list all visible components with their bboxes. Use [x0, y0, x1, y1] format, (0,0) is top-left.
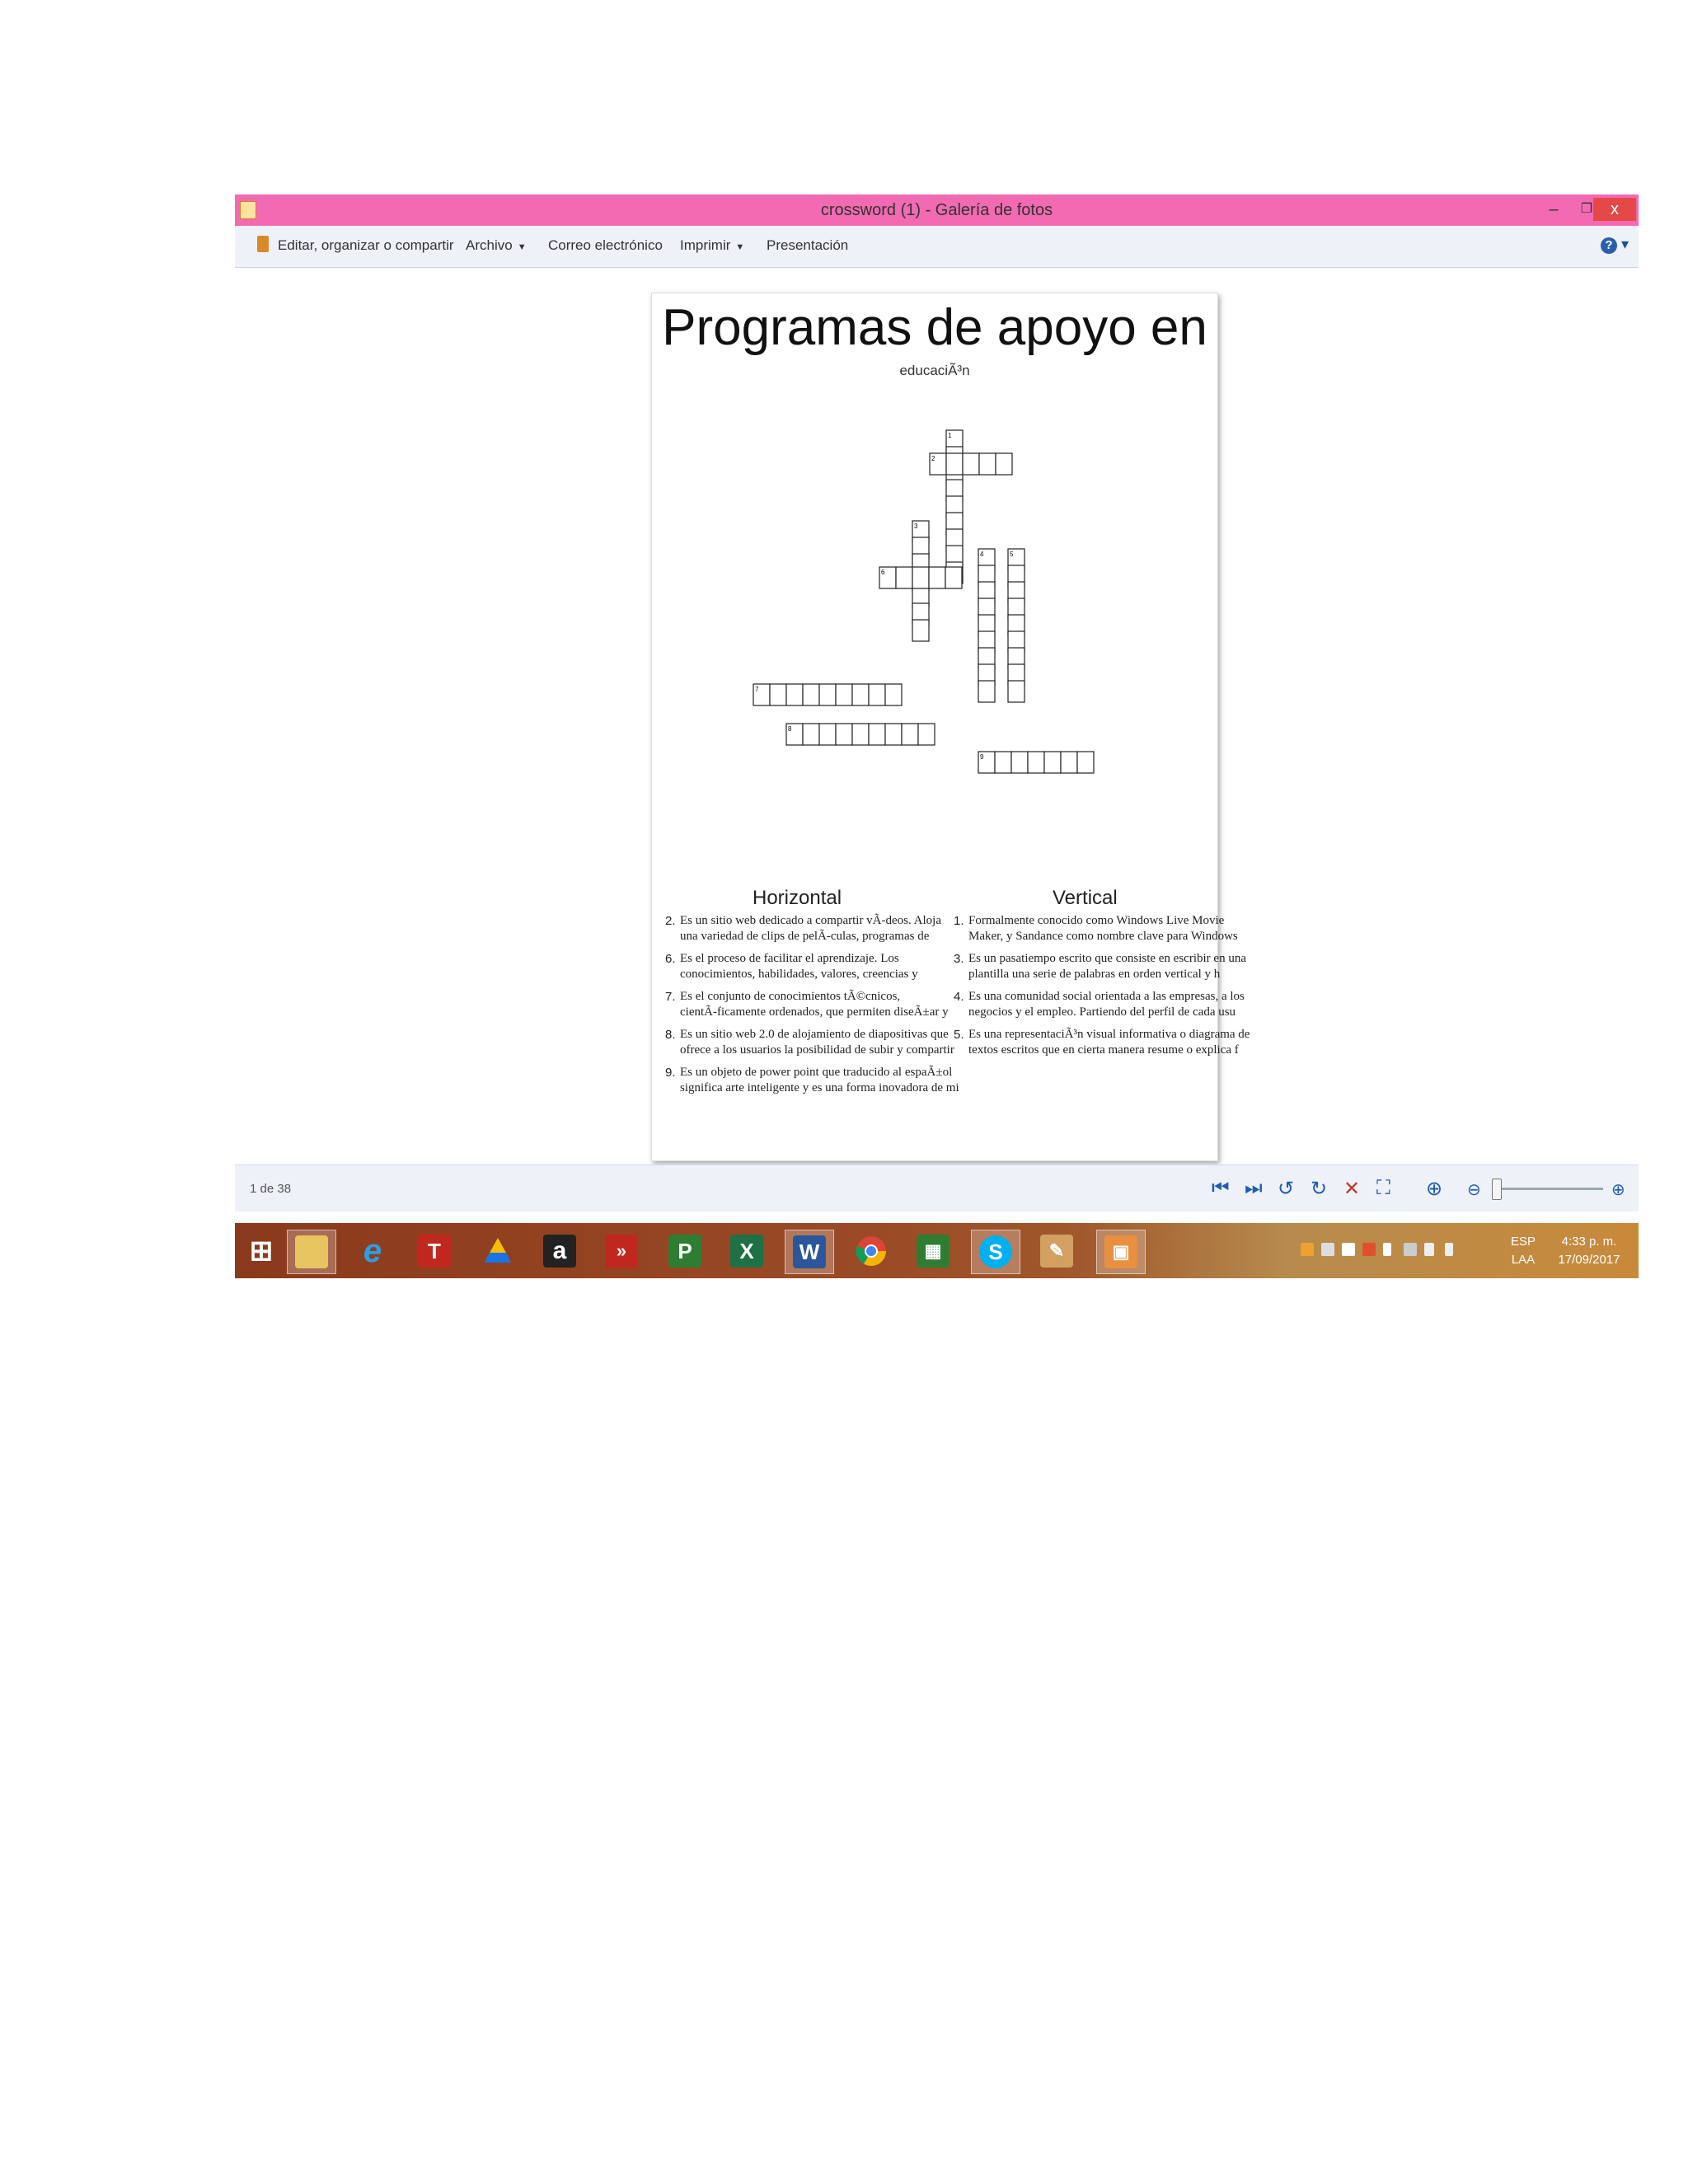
crossword-cell [885, 724, 902, 745]
zoom-out-icon[interactable]: ⊖ [1467, 1181, 1481, 1199]
document-subtitle: educaciÃ³n [899, 363, 970, 378]
clue-text-line: Es una comunidad social orientada a las empresas, a los [968, 990, 1245, 1003]
next-button[interactable]: ⏭ [1245, 1177, 1263, 1199]
zoom-slider[interactable] [1496, 1188, 1603, 1190]
crossword-cell [945, 567, 962, 588]
crossword-cell [819, 724, 836, 745]
previous-button[interactable]: ⏮ [1212, 1177, 1230, 1199]
start-button[interactable] [237, 1230, 285, 1272]
crossword-cell [786, 684, 803, 705]
tray-device-icon[interactable] [1342, 1243, 1355, 1256]
cell-number: 6 [881, 569, 885, 576]
horizontal-heading: Horizontal [753, 887, 842, 909]
clue-number: 7. [665, 990, 676, 1004]
crossword-cell [803, 724, 819, 745]
excel-icon: X [730, 1235, 763, 1268]
clue-text-line: conocimientos, habilidades, valores, creencias y [680, 968, 918, 981]
rotate-right-icon[interactable]: ↻ [1311, 1178, 1328, 1200]
taskbar-amazon[interactable] [536, 1230, 584, 1272]
cell-number: 2 [931, 455, 935, 462]
tray-flag-icon[interactable] [1383, 1243, 1391, 1256]
horizontal-clue [665, 1027, 954, 1058]
skype-icon: S [979, 1235, 1012, 1268]
crossword-cell [912, 567, 929, 588]
clock-date: 17/09/2017 [1558, 1253, 1620, 1267]
menu-slideshow[interactable]: Presentación [767, 237, 849, 253]
horizontal-clue [665, 989, 949, 1020]
crossword-cell [929, 567, 945, 588]
taskbar-internet-explorer[interactable] [349, 1230, 396, 1272]
acrobat-icon: » [605, 1235, 638, 1268]
taskbar-google-drive[interactable] [474, 1230, 522, 1272]
crossword-cell [912, 620, 929, 641]
fit-icon[interactable]: ⊕ [1426, 1178, 1443, 1200]
t-app-icon: T [418, 1235, 451, 1268]
clue-text-line: negocios y el empleo. Partiendo del perfil de cada usu [968, 1005, 1236, 1019]
taskbar-calculator[interactable] [909, 1230, 957, 1272]
clue-text-line: Es un sitio web 2.0 de alojamiento de diapositivas que [680, 1028, 949, 1041]
taskbar-t-app[interactable] [410, 1230, 458, 1272]
clue-number: 1. [954, 914, 964, 928]
cell-number: 1 [948, 432, 952, 439]
horizontal-clue [665, 1065, 959, 1096]
crossword-cell [902, 724, 918, 745]
crossword-cell [979, 453, 996, 475]
clue-text-line: Es un objeto de power point que traducido al espaÃ±ol [680, 1066, 953, 1079]
crossword-document [651, 293, 1250, 1161]
clue-text-line: Es una representaciÃ³n visual informativa o diagrama de [968, 1028, 1250, 1041]
crossword-cell [1008, 681, 1025, 702]
crossword-cell [770, 684, 786, 705]
clue-text-line: Maker, y Sandance como nombre clave para Windows [968, 930, 1238, 943]
clue-text-line: significa arte inteligente y es una forma inovadora de mi [680, 1081, 959, 1094]
taskbar-skype[interactable] [971, 1230, 1020, 1274]
taskbar-project[interactable] [661, 1230, 709, 1272]
photo-gallery-window [235, 194, 1639, 1278]
cell-number: 5 [1010, 551, 1014, 558]
vertical-clue [954, 913, 1238, 944]
clue-text-line: textos escritos que en cierta manera resume o explica f [968, 1043, 1239, 1057]
clue-number: 2. [665, 914, 676, 928]
taskbar-word[interactable] [785, 1230, 834, 1274]
clue-text-line: plantilla una serie de palabras en orden vertical y h [968, 968, 1221, 981]
taskbar-excel[interactable] [723, 1230, 771, 1272]
crossword-cell [1044, 752, 1061, 773]
crossword-cell [1077, 752, 1094, 773]
paint-icon: ✎ [1040, 1235, 1073, 1268]
clue-text-line: una variedad de clips de pelÃ-culas, programas de [680, 930, 930, 943]
crossword-cell [996, 453, 1012, 475]
taskbar-paint[interactable] [1033, 1230, 1081, 1272]
crossword-cell [803, 684, 819, 705]
tray-volume-icon[interactable] [1445, 1243, 1453, 1256]
crossword-cell [995, 752, 1011, 773]
clue-text-line: ofrece a los usuarios la posibilidad de subir y compartir [680, 1043, 954, 1057]
crossword-grid-svg [652, 293, 1217, 837]
title-bar[interactable] [235, 194, 1639, 226]
system-tray [1301, 1230, 1630, 1272]
cell-number: 3 [914, 523, 918, 530]
horizontal-clue [665, 913, 942, 944]
document-title: Programas de apoyo en [662, 299, 1207, 356]
cell-number: 4 [980, 551, 984, 558]
vertical-clues [954, 913, 1250, 1065]
clue-number: 3. [954, 952, 964, 966]
crossword-cell [918, 724, 935, 745]
clue-text-line: Es el proceso de facilitar el aprendizaje. Los [680, 952, 899, 965]
tray-battery-icon[interactable] [1404, 1243, 1417, 1256]
clue-text-line: Es el conjunto de conocimientos tÃ©cnicos, [680, 990, 901, 1003]
close-button[interactable]: x [1593, 198, 1636, 221]
crossword-cell [896, 567, 912, 588]
restore-button[interactable]: ❐ [1580, 202, 1593, 216]
crossword-cell [869, 724, 885, 745]
menu-print[interactable]: Imprimir ▼ [680, 237, 745, 253]
photo-counter: 1 de 38 [250, 1182, 292, 1196]
tray-monitor-icon[interactable] [1321, 1243, 1334, 1256]
internet-explorer-icon: e [363, 1232, 382, 1269]
crossword-grid [652, 293, 1217, 837]
rotate-left-icon[interactable]: ↺ [1278, 1178, 1295, 1200]
vertical-clue [954, 951, 1246, 982]
vertical-clue [954, 989, 1245, 1020]
crossword-cell [946, 453, 963, 475]
crossword-cell [836, 724, 852, 745]
tray-shield-icon[interactable] [1362, 1243, 1376, 1256]
crossword-cell [819, 684, 836, 705]
language-code: ESP [1510, 1235, 1536, 1249]
clue-number: 9. [665, 1066, 676, 1080]
crossword-cell [1011, 752, 1028, 773]
crossword-cell [885, 684, 902, 705]
taskbar-photo-gallery[interactable] [1096, 1230, 1146, 1274]
slideshow-icon[interactable]: ⛶ [1376, 1177, 1390, 1199]
help-icon: ? [1601, 237, 1617, 254]
taskbar-chrome[interactable] [847, 1230, 895, 1272]
clue-number: 6. [665, 952, 676, 966]
crossword-cell [963, 453, 979, 475]
cell-number: 7 [755, 686, 759, 693]
zoom-in-icon[interactable]: ⊕ [1611, 1181, 1625, 1199]
vertical-heading: Vertical [1053, 887, 1118, 909]
tray-orange-icon[interactable] [1301, 1243, 1314, 1256]
clue-text-line: cientÃ-ficamente ordenados, que permiten diseÃ±ar y [680, 1005, 949, 1019]
status-bar [235, 1165, 1639, 1212]
chrome-icon [855, 1235, 888, 1268]
minimize-button[interactable]: – [1549, 200, 1559, 218]
crossword-cell [852, 684, 869, 705]
crossword-cell [1061, 752, 1077, 773]
photo-viewer [235, 268, 1639, 1165]
crossword-cell [1028, 752, 1044, 773]
project-icon: P [668, 1235, 701, 1268]
windows-logo-icon: ⊞ [249, 1235, 274, 1267]
crossword-cell [869, 684, 885, 705]
menu-file[interactable]: Archivo ▼ [466, 237, 527, 253]
clue-number: 5. [954, 1028, 964, 1042]
keyboard-layout: LAA [1511, 1253, 1536, 1267]
edit-icon [257, 236, 269, 252]
taskbar-acrobat[interactable] [598, 1230, 645, 1272]
window-title: crossword (1) - Galería de fotos [820, 201, 1053, 219]
cell-number: 8 [788, 725, 792, 733]
word-icon: W [793, 1235, 826, 1268]
vertical-clue [954, 1027, 1250, 1058]
folder-icon [295, 1235, 328, 1268]
horizontal-clues [665, 913, 959, 1103]
tray-network-icon[interactable] [1424, 1243, 1434, 1256]
cell-number: 9 [980, 753, 984, 761]
delete-icon[interactable]: ✕ [1343, 1178, 1361, 1200]
amazon-icon: a [543, 1235, 576, 1268]
horizontal-clue [665, 951, 937, 982]
clue-text-line: Es un sitio web dedicado a compartir vÃ-deos. Aloja [680, 914, 942, 927]
clue-text-line: Es un pasatiempo escrito que consiste en escribir en una [968, 952, 1246, 965]
google-drive-icon [481, 1236, 514, 1266]
crossword-cell [836, 684, 852, 705]
crossword-cell [978, 681, 995, 702]
language-indicator[interactable] [1507, 1233, 1540, 1269]
clock-time: 4:33 p. m. [1561, 1235, 1617, 1249]
clue-text-line: Formalmente conocido como Windows Live Movie [968, 914, 1225, 927]
taskbar [235, 1223, 1639, 1278]
crossword-cell [852, 724, 869, 745]
menu-edit-organize-share[interactable]: Editar, organizar o compartir [278, 237, 454, 253]
taskbar-file-explorer[interactable] [287, 1230, 336, 1274]
menu-email[interactable]: Correo electrónico [548, 237, 663, 253]
photo-gallery-taskbar-icon: ▣ [1104, 1235, 1137, 1268]
calculator-icon: ▦ [917, 1235, 950, 1268]
menu-bar [235, 226, 1639, 268]
clue-number: 8. [665, 1028, 676, 1042]
help-button[interactable]: ? ▾ [1601, 236, 1629, 254]
zoom-slider-thumb[interactable] [1492, 1179, 1502, 1200]
clue-number: 4. [954, 990, 964, 1004]
clock[interactable] [1548, 1233, 1630, 1269]
